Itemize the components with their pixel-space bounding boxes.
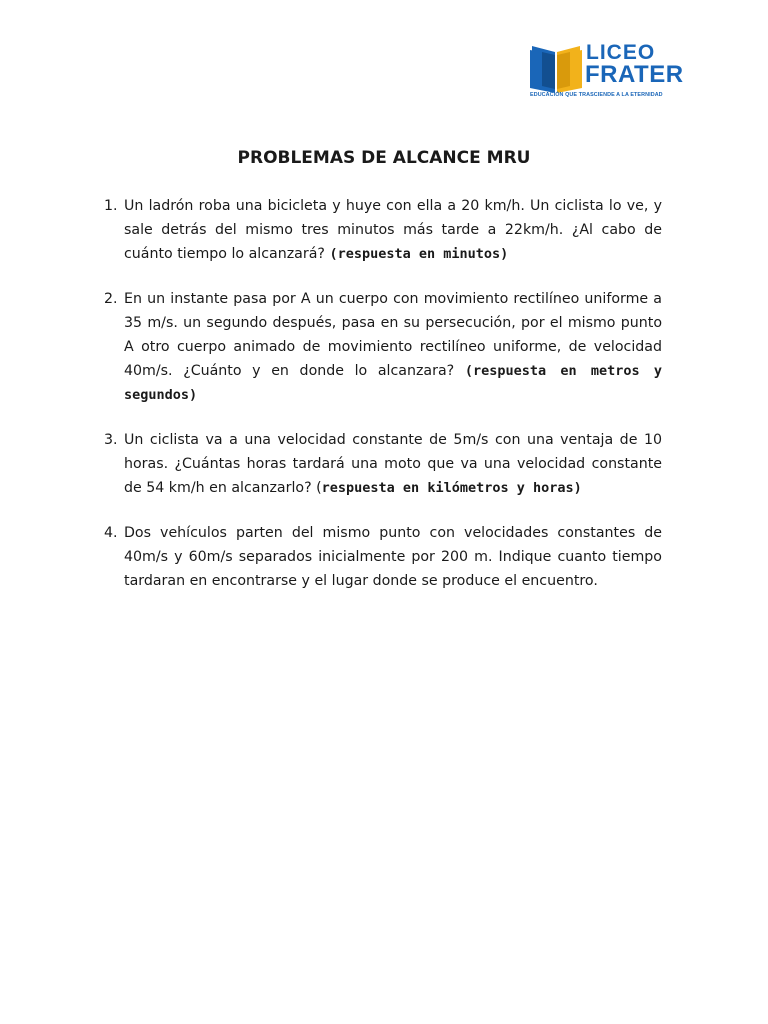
problem-list xyxy=(104,194,662,614)
problem-item xyxy=(104,428,662,500)
problem-item xyxy=(104,194,662,266)
problem-item xyxy=(104,287,662,407)
answer-hint: (respuesta en minutos) xyxy=(329,246,509,262)
problem-number: 3. xyxy=(104,432,118,448)
school-logo xyxy=(528,40,684,104)
answer-hint: (respuesta en metros y segundos) xyxy=(124,363,663,403)
logo-word-frater: FRATER xyxy=(585,61,684,88)
problem-number: 4. xyxy=(104,525,118,541)
document-title: PROBLEMAS DE ALCANCE MRU xyxy=(237,148,531,168)
logo-tagline: EDUCACIÓN QUE TRASCIENDE A LA ETERNIDAD xyxy=(530,92,663,98)
problem-text: Dos vehículos parten del mismo punto con velocidades constantes de 40m/s y 60m/s separados inicialmente por 200 m. Indique cuanto tiempo tardaran en encontrarse y el lugar donde se produce el encuentro. xyxy=(124,525,662,589)
problem-text: Un ciclista va a una velocidad constante de 5m/s con una ventaja de 10 horas. ¿Cuántas horas tardará una moto que va una velocidad constante de 54 km/h en alcanzarlo? ( xyxy=(124,432,662,496)
problem-text: En un instante pasa por A un cuerpo con movimiento rectilíneo uniforme a 35 m/s. un segundo después, pasa en su persecución, por el mismo punto A otro cuerpo animado de movimiento rectilíneo uniforme, de velocidad 40m/s. ¿Cuánto y en donde lo alcanzara? xyxy=(124,291,662,379)
open-book-icon xyxy=(528,44,584,94)
answer-hint: respuesta en kilómetros y horas) xyxy=(321,480,582,496)
logo-word-liceo: LICEO xyxy=(586,41,656,64)
problem-text: Un ladrón roba una bicicleta y huye con ella a 20 km/h. Un ciclista lo ve, y sale detrás del mismo tres minutos más tarde a 22km/h. ¿Al cabo de cuánto tiempo lo alcanzará? xyxy=(124,198,662,262)
problem-number: 1. xyxy=(104,198,118,214)
problem-number: 2. xyxy=(104,291,118,307)
problem-item xyxy=(104,521,662,593)
